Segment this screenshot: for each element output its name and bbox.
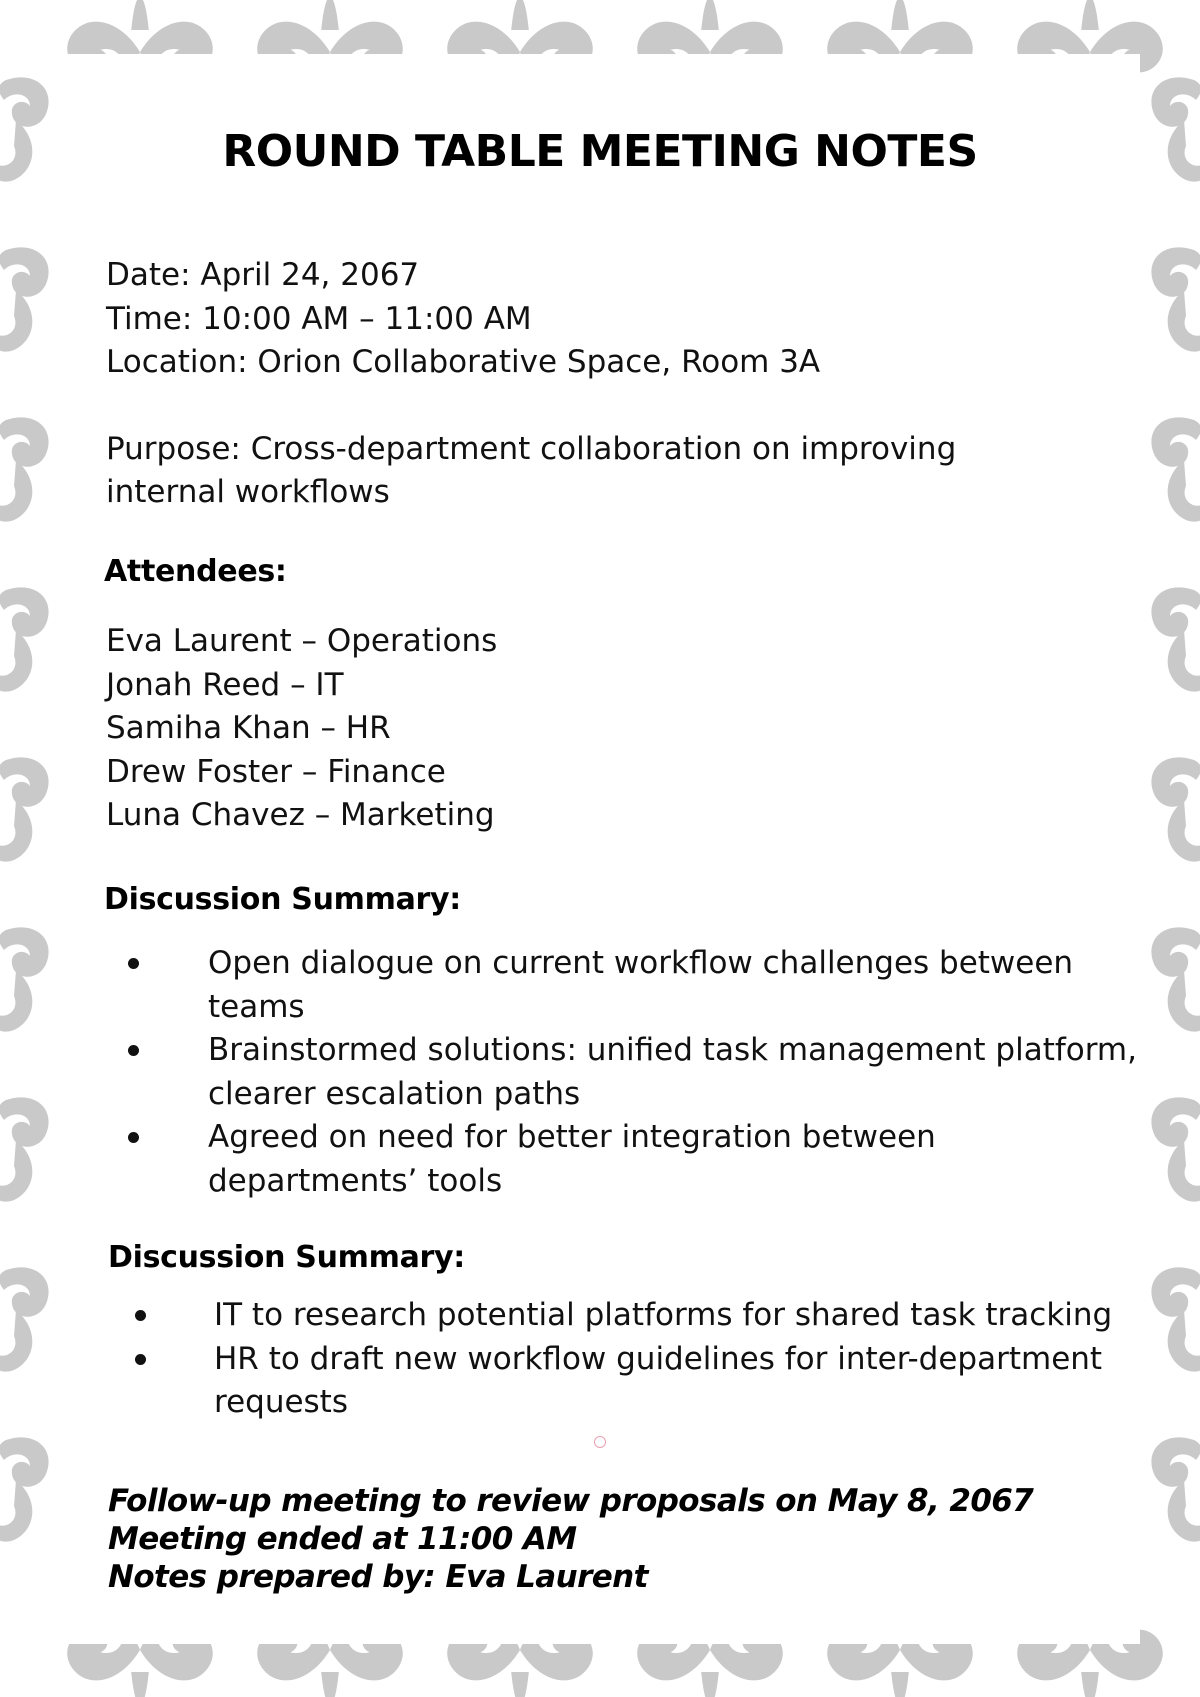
- bullet-icon: [128, 1132, 139, 1143]
- page-title: ROUND TABLE MEETING NOTES: [222, 126, 978, 177]
- bullet-icon: [128, 958, 139, 969]
- cursor-marker-icon: [594, 1436, 606, 1448]
- end-time-note: Meeting ended at 11:00 AM: [108, 1521, 577, 1557]
- list-item: Eva Laurent – Operations: [106, 623, 498, 659]
- bullet-icon: [135, 1310, 146, 1321]
- action-item-list: [214, 1294, 1134, 1425]
- list-item: Agreed on need for better integration between departments’ tools: [208, 1116, 1138, 1203]
- document-page: [60, 54, 1140, 1644]
- closing-notes: [108, 1482, 1033, 1596]
- bullet-icon: [135, 1354, 146, 1365]
- meeting-date: Date: April 24, 2067: [106, 257, 420, 293]
- list-item: HR to draft new workflow guidelines for inter-department requests: [214, 1338, 1134, 1425]
- discussion-list: [208, 942, 1138, 1203]
- follow-up-note: Follow-up meeting to review proposals on May 8, 2067: [108, 1483, 1034, 1519]
- attendees-heading: Attendees:: [104, 554, 287, 589]
- prepared-by-note: Notes prepared by: Eva Laurent: [108, 1559, 648, 1595]
- action-items-heading: Discussion Summary:: [108, 1240, 465, 1275]
- meeting-time: Time: 10:00 AM – 11:00 AM: [106, 300, 532, 337]
- meeting-location: Location: Orion Collaborative Space, Room 3A: [106, 344, 821, 380]
- list-item: Jonah Reed – IT: [106, 666, 344, 703]
- bullet-icon: [128, 1045, 139, 1056]
- meeting-purpose: Purpose: Cross-department collaboration on improving internal workflows: [106, 431, 957, 510]
- list-item: Luna Chavez – Marketing: [106, 797, 495, 833]
- list-item: Brainstormed solutions: unified task management platform, clearer escalation paths: [208, 1029, 1138, 1116]
- attendee-list: [106, 620, 497, 838]
- list-item: Drew Foster – Finance: [106, 753, 446, 790]
- meeting-meta: [106, 254, 820, 385]
- discussion-heading: Discussion Summary:: [104, 882, 461, 917]
- list-item: Samiha Khan – HR: [106, 710, 391, 746]
- list-item: Open dialogue on current workflow challenges between teams: [208, 942, 1138, 1029]
- list-item: IT to research potential platforms for shared task tracking: [214, 1294, 1134, 1338]
